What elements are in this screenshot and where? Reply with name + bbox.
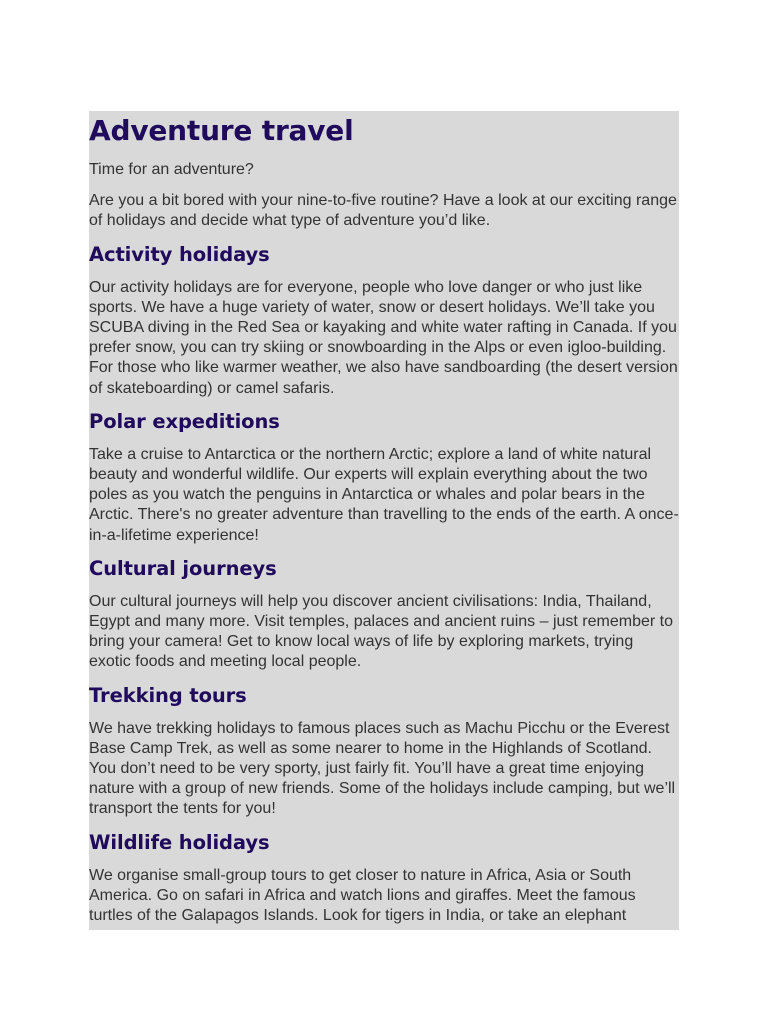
section-heading: Trekking tours xyxy=(89,683,247,707)
intro-question: Time for an adventure? xyxy=(89,161,254,178)
section-heading: Cultural journeys xyxy=(89,556,277,580)
section-body: We have trekking holidays to famous places such as Machu Picchu or the Everest Base Camp Trek, as well as some nearer to home in the Highlands of Scotland. You don’t need to be very sporty, just fairly fit. You’ll have a great time enjoying nature with a group of new friends. Some of the holidays include camping, but we’ll transport the tents for you! xyxy=(89,719,676,818)
section-body: Our cultural journeys will help you discover ancient civilisations: India, Thailand, Egypt and many more. Visit temples, palaces and ancient ruins – just remember to bring your camera! Get to know local ways of life by exploring markets, trying exotic foods and meeting local people. xyxy=(89,592,673,671)
section-body: Take a cruise to Antarctica or the northern Arctic; explore a land of white natural beauty and wonderful wildlife. Our experts will explain everything about the two poles as you watch the penguins in Antarctica or whales and polar bears in the Arctic. There's no greater adventure than travelling to the ends of the earth. A once-in-a-lifetime experience! xyxy=(89,445,679,544)
section-activity-holidays xyxy=(89,243,679,399)
intro-paragraph: Are you a bit bored with your nine-to-five routine? Have a look at our exciting range of holidays and decide what type of adventure you’d like. xyxy=(89,192,677,230)
document-title: Adventure travel xyxy=(89,114,354,147)
section-heading: Wildlife holidays xyxy=(89,830,270,854)
section-body: We organise small-group tours to get closer to nature in Africa, Asia or South America. Go on safari in Africa and watch lions and giraffes. Meet the famous turtles of the Galapagos Islands. Look for tigers in India, or take an elephant xyxy=(89,866,636,925)
section-heading: Activity holidays xyxy=(89,242,270,266)
section-cultural-journeys xyxy=(89,557,679,673)
document-panel xyxy=(89,111,679,930)
section-trekking-tours xyxy=(89,684,679,820)
section-heading: Polar expeditions xyxy=(89,409,280,433)
section-body: Our activity holidays are for everyone, people who love danger or who just like sports. We have a huge variety of water, snow or desert holidays. We’ll take you SCUBA diving in the Red Sea or kayaking and white water rafting in Canada. If you prefer snow, you can try skiing or snowboarding in the Alps or even igloo-building. For those who like warmer weather, we also have sandboarding (the desert version of skateboarding) or camel safaris. xyxy=(89,278,678,397)
section-wildlife-holidays xyxy=(89,831,679,927)
section-polar-expeditions xyxy=(89,410,679,546)
